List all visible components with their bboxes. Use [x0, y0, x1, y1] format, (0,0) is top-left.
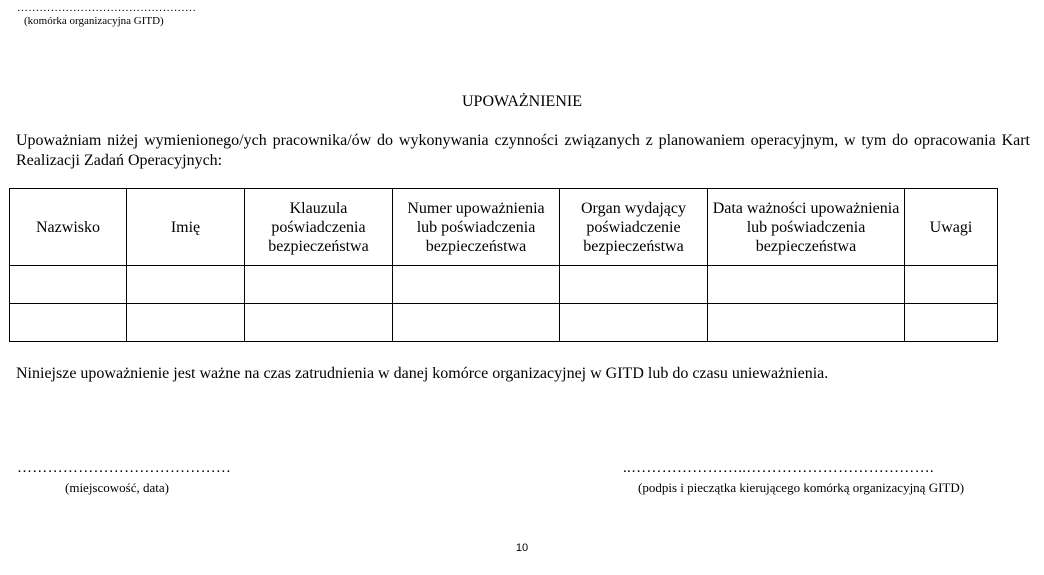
authorization-table [9, 188, 998, 342]
table-row [10, 304, 998, 342]
unit-dots: ………………………………………… [17, 2, 197, 14]
table-cell [905, 266, 998, 304]
table-cell [245, 266, 393, 304]
table-cell [127, 266, 245, 304]
intro-paragraph: Upoważniam niżej wymienionego/ych pracownika/ów do wykonywania czynności związanych z planowaniem operacyjnym, w tym do opracowania Kart Realizacji Zadań Operacyjnych: [16, 132, 1030, 169]
table-cell [393, 266, 560, 304]
column-header-surname: Nazwisko [10, 189, 127, 266]
table-header-row [10, 189, 998, 266]
table-cell [905, 304, 998, 342]
column-header-validity-date: Data ważności upoważnienia lub poświadczenia bezpieczeństwa [708, 189, 905, 266]
column-header-clearance-clause: Klauzula poświadczenia bezpieczeństwa [245, 189, 393, 266]
column-header-first-name: Imię [127, 189, 245, 266]
signature-label: (podpis i pieczątka kierującego komórką organizacyjną GITD) [638, 480, 965, 495]
table-cell [708, 304, 905, 342]
document-title: UPOWAŻNIENIE [462, 93, 582, 110]
table-cell [393, 304, 560, 342]
signature-dots: ..…………………..………………………………. [623, 460, 934, 476]
table-cell [10, 266, 127, 304]
table-cell [10, 304, 127, 342]
table-cell [708, 266, 905, 304]
table-cell [560, 266, 708, 304]
column-header-remarks: Uwagi [905, 189, 998, 266]
column-header-authorization-number: Numer upoważnienia lub poświadczenia bezpieczeństwa [393, 189, 560, 266]
table-row [10, 266, 998, 304]
table-cell [560, 304, 708, 342]
table-cell [245, 304, 393, 342]
validity-statement: Niniejsze upoważnienie jest ważne na czas zatrudnienia w danej komórce organizacyjnej w GITD lub do czasu unieważnienia. [16, 365, 829, 382]
unit-label: (komórka organizacyjna GITD) [24, 15, 164, 27]
place-date-dots: …………………………………… [17, 460, 232, 476]
place-date-label: (miejscowość, data) [65, 480, 169, 495]
page-number: 10 [515, 542, 529, 554]
column-header-issuing-authority: Organ wydający poświadczenie bezpieczeństwa [560, 189, 708, 266]
table-cell [127, 304, 245, 342]
